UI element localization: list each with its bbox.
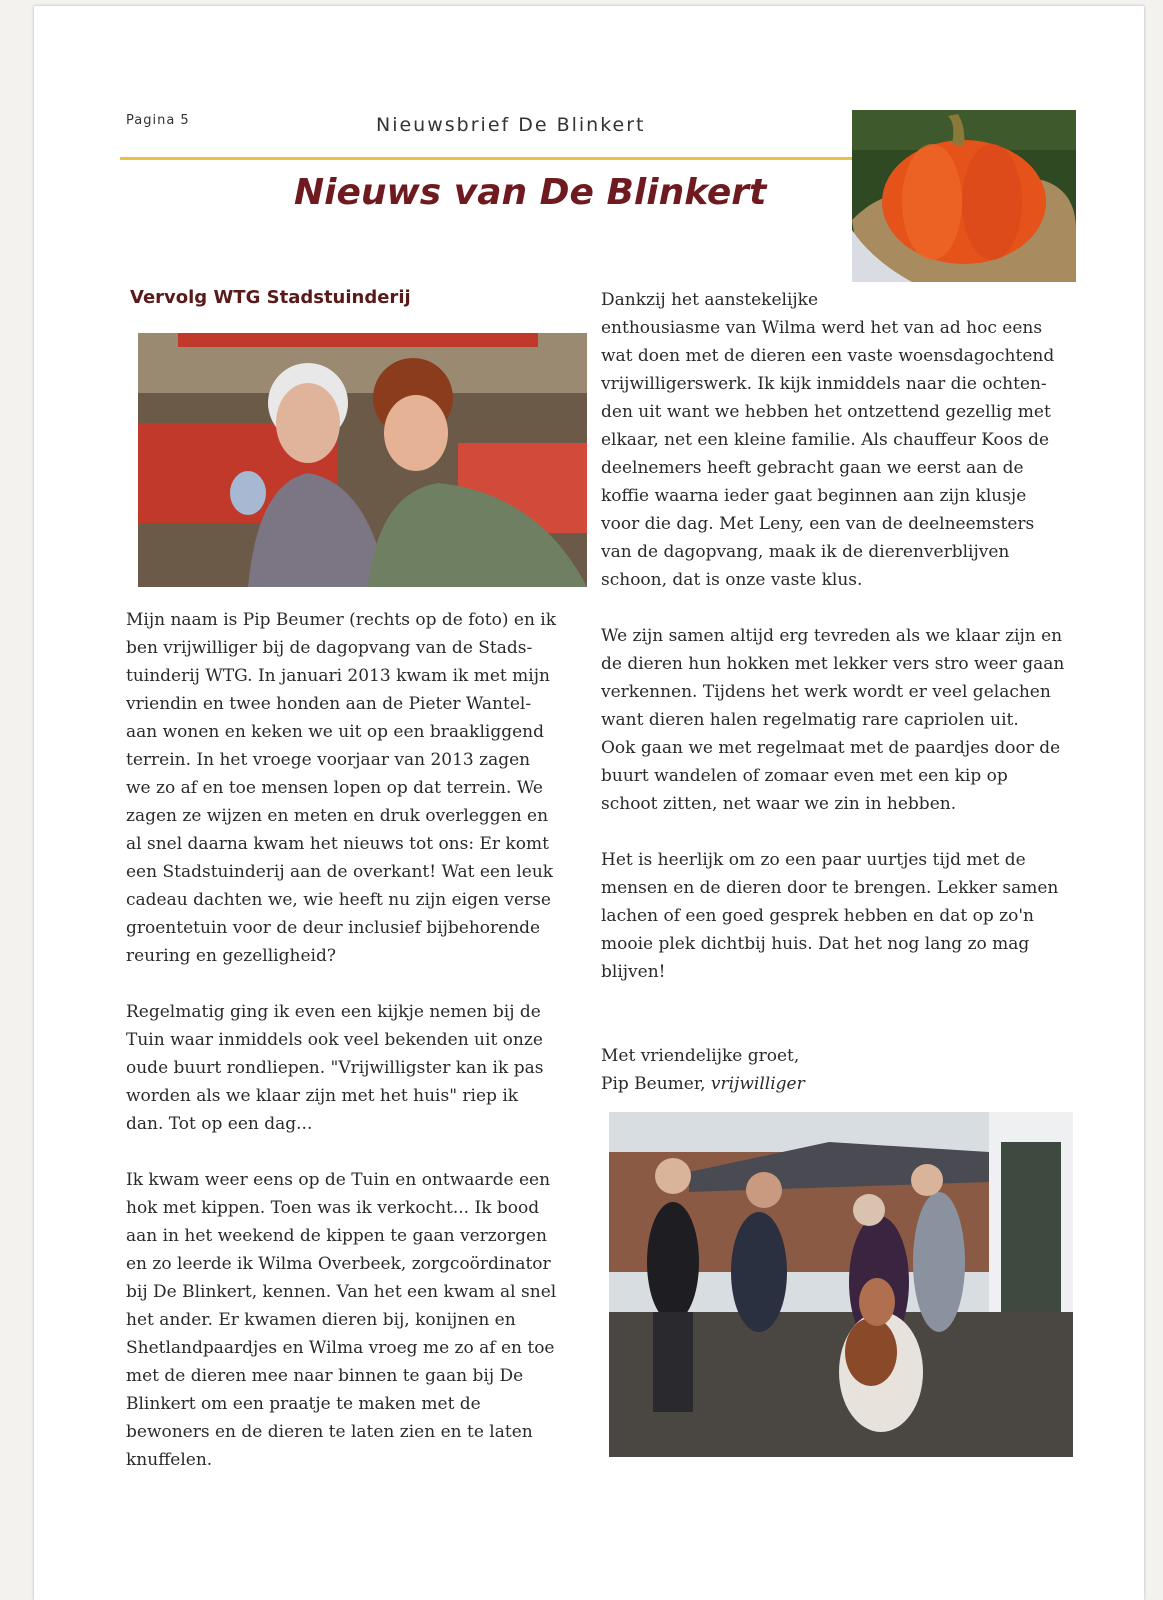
text-line: Shetlandpaardjes en Wilma vroeg me zo af en toe bbox=[126, 1338, 555, 1358]
text-line: Tuin waar inmiddels ook veel bekenden uit onze bbox=[126, 1030, 543, 1050]
text-line: cadeau dachten we, wie heeft nu zijn eigen verse bbox=[126, 890, 551, 910]
text-line: knuffelen. bbox=[126, 1450, 213, 1470]
paragraph-gap bbox=[601, 818, 1081, 846]
text-line: we zo af en toe mensen lopen op dat terrein. We bbox=[126, 778, 543, 798]
text-line: het ander. Er kwamen dieren bij, konijnen en bbox=[126, 1310, 516, 1330]
paragraph-gap bbox=[601, 986, 1081, 1014]
text-line: van de dagopvang, maak ik de dierenverblijven bbox=[601, 542, 1010, 562]
text-line: lachen of een goed gesprek hebben en dat op zo'n bbox=[601, 906, 1034, 926]
text-line: dan. Tot op een dag... bbox=[126, 1114, 313, 1134]
text-line: den uit want we hebben het ontzettend gezellig met bbox=[601, 402, 1051, 422]
text-line: Mijn naam is Pip Beumer (rechts op de foto) en ik bbox=[126, 610, 557, 630]
pony-photo bbox=[609, 1112, 1073, 1457]
text-line: Blinkert om een praatje te maken met de bbox=[126, 1394, 481, 1414]
text-line: aan wonen en keken we uit op een braakliggend bbox=[126, 722, 545, 742]
paragraph-gap bbox=[601, 1014, 1081, 1042]
signoff-name: Pip Beumer, bbox=[601, 1074, 711, 1094]
text-line: Ik kwam weer eens op de Tuin en ontwaarde een bbox=[126, 1170, 551, 1190]
text-line: buurt wandelen of zomaar even met een kip op bbox=[601, 766, 1008, 786]
text-line: verkennen. Tijdens het werk wordt er veel gelachen bbox=[601, 682, 1051, 702]
text-line: aan in het weekend de kippen te gaan verzorgen bbox=[126, 1226, 547, 1246]
text-line: Dankzij het aanstekelijke bbox=[601, 290, 819, 310]
text-line: blijven! bbox=[601, 962, 666, 982]
left-column-text bbox=[126, 606, 576, 1474]
newsletter-title: Nieuwsbrief De Blinkert bbox=[376, 114, 646, 136]
volunteers-photo bbox=[138, 333, 587, 587]
text-line: oude buurt rondliepen. "Vrijwilligster kan ik pas bbox=[126, 1058, 544, 1078]
text-line: groentetuin voor de deur inclusief bijbehorende bbox=[126, 918, 541, 938]
page-headline: Nieuws van De Blinkert bbox=[294, 172, 767, 213]
paragraph-gap bbox=[601, 594, 1081, 622]
text-line: enthousiasme van Wilma werd het van ad hoc eens bbox=[601, 318, 1043, 338]
signoff-greeting: Met vriendelijke groet, bbox=[601, 1046, 800, 1066]
paragraph-gap bbox=[126, 970, 576, 998]
header-rule bbox=[120, 157, 852, 160]
text-line: tuinderij WTG. In januari 2013 kwam ik met mijn bbox=[126, 666, 550, 686]
text-line: deelnemers heeft gebracht gaan we eerst aan de bbox=[601, 458, 1024, 478]
text-line: voor die dag. Met Leny, een van de deelneemsters bbox=[601, 514, 1035, 534]
pumpkin-photo bbox=[852, 110, 1076, 282]
text-line: We zijn samen altijd erg tevreden als we klaar zijn en bbox=[601, 626, 1063, 646]
text-line: hok met kippen. Toen was ik verkocht... Ik bood bbox=[126, 1198, 540, 1218]
text-line: Ook gaan we met regelmaat met de paardjes door de bbox=[601, 738, 1061, 758]
text-line: koffie waarna ieder gaat beginnen aan zijn klusje bbox=[601, 486, 1027, 506]
text-line: terrein. In het vroege voorjaar van 2013 zagen bbox=[126, 750, 531, 770]
section-title: Vervolg WTG Stadstuinderij bbox=[130, 287, 411, 308]
text-line: bij De Blinkert, kennen. Van het een kwam al snel bbox=[126, 1282, 557, 1302]
page-number: Pagina 5 bbox=[126, 113, 190, 128]
text-line: mensen en de dieren door te brengen. Lekker samen bbox=[601, 878, 1059, 898]
text-line: al snel daarna kwam het nieuws tot ons: Er komt bbox=[126, 834, 549, 854]
text-line: worden als we klaar zijn met het huis" riep ik bbox=[126, 1086, 519, 1106]
text-line: Het is heerlijk om zo een paar uurtjes tijd met de bbox=[601, 850, 1026, 870]
text-line: want dieren halen regelmatig rare capriolen uit. bbox=[601, 710, 1019, 730]
text-line: vrijwilligerswerk. Ik kijk inmiddels naar die ochten- bbox=[601, 374, 1047, 394]
text-line: elkaar, net een kleine familie. Als chauffeur Koos de bbox=[601, 430, 1050, 450]
signoff-role: vrijwilliger bbox=[710, 1074, 805, 1094]
text-line: vriendin en twee honden aan de Pieter Wantel- bbox=[126, 694, 532, 714]
text-line: ben vrijwilliger bij de dagopvang van de Stads- bbox=[126, 638, 533, 658]
text-line: schoon, dat is onze vaste klus. bbox=[601, 570, 863, 590]
text-line: Regelmatig ging ik even een kijkje nemen bij de bbox=[126, 1002, 541, 1022]
signoff-name-line bbox=[601, 1070, 1081, 1098]
text-line: met de dieren mee naar binnen te gaan bij De bbox=[126, 1366, 524, 1386]
text-line: wat doen met de dieren een vaste woensdagochtend bbox=[601, 346, 1055, 366]
text-line: zagen ze wijzen en meten en druk overleggen en bbox=[126, 806, 549, 826]
text-line: de dieren hun hokken met lekker vers stro weer gaan bbox=[601, 654, 1065, 674]
text-line: reuring en gezelligheid? bbox=[126, 946, 336, 966]
right-column-text bbox=[601, 286, 1081, 1098]
paragraph-gap bbox=[126, 1138, 576, 1166]
text-line: bewoners en de dieren te laten zien en te laten bbox=[126, 1422, 533, 1442]
text-line: mooie plek dichtbij huis. Dat het nog lang zo mag bbox=[601, 934, 1030, 954]
text-line: en zo leerde ik Wilma Overbeek, zorgcoördinator bbox=[126, 1254, 551, 1274]
text-line: schoot zitten, net waar we zin in hebben. bbox=[601, 794, 957, 814]
text-line: een Stadstuinderij aan de overkant! Wat een leuk bbox=[126, 862, 554, 882]
